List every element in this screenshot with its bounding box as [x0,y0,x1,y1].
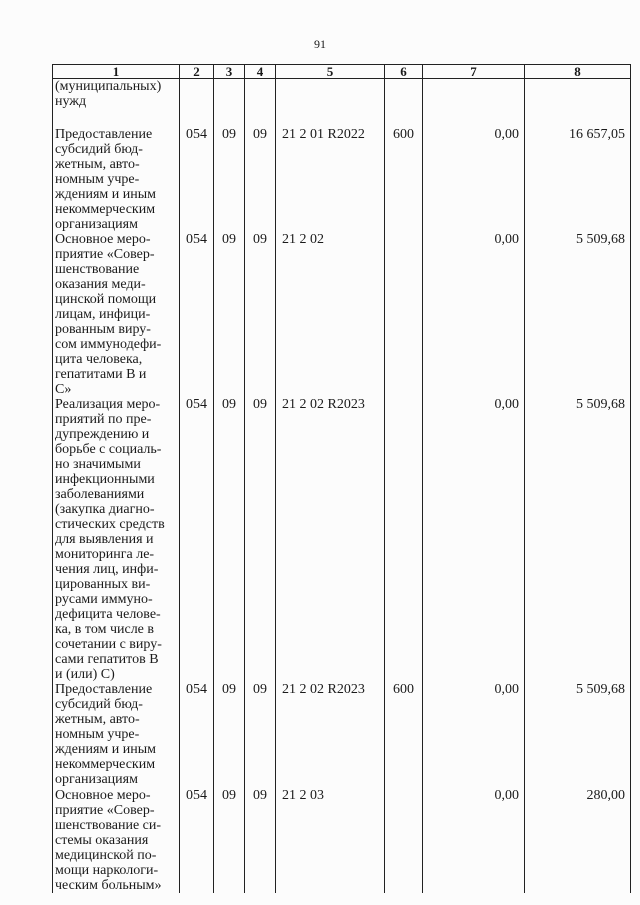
ministry-code: 054 [180,127,214,232]
amount-col7: 0,00 [423,397,525,682]
section-code: 09 [214,232,245,397]
item-name: Предоставление субсидий бюд- жетным, авто- номным учре- ждениям и иным некоммерческим организациям [53,127,180,232]
amount-col8: 16 657,05 [525,127,631,232]
table-row [53,397,631,682]
target-article: 21 2 02 R2023 [276,682,385,788]
expense-type: 600 [385,682,423,788]
table-row [53,682,631,788]
amount-col8: 5 509,68 [525,397,631,682]
target-article: 21 2 02 R2023 [276,397,385,682]
amount-col8: 5 509,68 [525,682,631,788]
table-row [53,232,631,397]
expense-type [385,397,423,682]
column-header: 6 [385,65,423,79]
header-row [53,65,631,79]
column-header: 1 [53,65,180,79]
ministry-code [180,79,214,127]
target-article: 21 2 01 R2022 [276,127,385,232]
column-header: 5 [276,65,385,79]
subsection-code: 09 [245,682,276,788]
ministry-code: 054 [180,397,214,682]
page-number: 91 [314,37,326,51]
table-row [53,127,631,232]
amount-col7: 0,00 [423,682,525,788]
item-name: Реализация меро- приятий по пре- дупреждению и борьбе с социаль- но значимыми инфекционными заболеваниями (закупка диагно- стических средств для выявления и мониторинга ле- чения лиц, инфи- цированных ви- русами иммуно- дефицита челове- ка, в том числе в сочетании с виру- сами гепатитов В и (или) С) [53,397,180,682]
target-article: 21 2 03 [276,788,385,893]
amount-col7: 0,00 [423,232,525,397]
table-row [53,788,631,893]
subsection-code: 09 [245,127,276,232]
budget-table [52,64,631,893]
item-name: Основное меро- приятие «Совер- шенствование си- стемы оказания медицинской по- мощи наркологи- ческим больным» [53,788,180,893]
column-header: 3 [214,65,245,79]
amount-col7: 0,00 [423,127,525,232]
expense-type [385,232,423,397]
expense-type [385,79,423,127]
item-name: (муниципальных) нужд [53,79,180,127]
section-code: 09 [214,788,245,893]
table-row [53,79,631,127]
amount-col7 [423,79,525,127]
ministry-code: 054 [180,788,214,893]
amount-col8: 280,00 [525,788,631,893]
amount-col7: 0,00 [423,788,525,893]
subsection-code [245,79,276,127]
section-code: 09 [214,682,245,788]
ministry-code: 054 [180,682,214,788]
target-article: 21 2 02 [276,232,385,397]
subsection-code: 09 [245,788,276,893]
column-header: 2 [180,65,214,79]
section-code: 09 [214,397,245,682]
item-name: Предоставление субсидий бюд- жетным, авто- номным учре- ждениям и иным некоммерческим организациям [53,682,180,788]
column-header: 7 [423,65,525,79]
target-article [276,79,385,127]
expense-type: 600 [385,127,423,232]
subsection-code: 09 [245,397,276,682]
column-header: 4 [245,65,276,79]
ministry-code: 054 [180,232,214,397]
subsection-code: 09 [245,232,276,397]
expense-type [385,788,423,893]
section-code: 09 [214,127,245,232]
amount-col8 [525,79,631,127]
column-header: 8 [525,65,631,79]
amount-col8: 5 509,68 [525,232,631,397]
section-code [214,79,245,127]
item-name: Основное меро- приятие «Совер- шенствование оказания меди- цинской помощи лицам, инфици- рованным виру- сом иммунодефи- цита человека, гепатитами В и С» [53,232,180,397]
